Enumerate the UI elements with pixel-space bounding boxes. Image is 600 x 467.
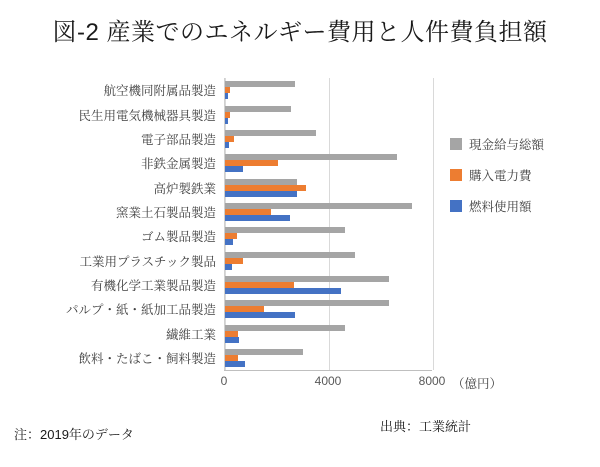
bar-2-4 [225, 191, 297, 197]
category-label: 有機化学工業製品製造 [90, 278, 216, 293]
category-label: 電子部品製造 [140, 132, 216, 147]
chart-legend [450, 135, 590, 228]
x-tick-label: 4000 [314, 374, 342, 388]
legend-item [450, 135, 590, 153]
bar-0-10 [225, 325, 345, 331]
legend-item [450, 166, 590, 184]
category-label: 繊維工業 [165, 327, 216, 342]
legend-item [450, 197, 590, 215]
legend-label: 燃料使用額 [469, 200, 532, 214]
bar-0-0 [225, 81, 295, 87]
bar-0-2 [225, 130, 316, 136]
legend-swatch-icon [450, 169, 462, 181]
bar-0-7 [225, 252, 355, 258]
bar-2-2 [225, 142, 229, 148]
chart-title: 図-2 産業でのエネルギー費用と人件費負担額 [52, 19, 548, 46]
bar-2-11 [225, 361, 245, 367]
bar-2-1 [225, 118, 228, 124]
chart-source: 出典：工業統計 [380, 419, 472, 434]
bar-2-3 [225, 166, 243, 172]
category-label: 窯業土石製品製造 [115, 205, 216, 220]
bar-2-7 [225, 264, 232, 270]
chart-note: 注：2019年のデータ [14, 427, 134, 442]
bar-0-1 [225, 106, 291, 112]
legend-swatch-icon [450, 200, 462, 212]
category-label: 航空機同附属品製造 [103, 84, 216, 99]
x-gridline [433, 78, 434, 370]
bar-2-9 [225, 312, 295, 318]
bars-container [224, 78, 432, 370]
legend-swatch-icon [450, 138, 462, 150]
category-axis-labels [0, 78, 222, 370]
category-label: 工業用プラスチック製品 [79, 254, 216, 269]
chart-plot-area [0, 78, 600, 393]
category-label: 非鉄金属製造 [140, 157, 216, 172]
bar-0-6 [225, 227, 345, 233]
bar-2-5 [225, 215, 290, 221]
bar-2-0 [225, 93, 228, 99]
legend-label: 購入電力費 [469, 169, 532, 183]
x-axis-line [224, 370, 432, 371]
bar-2-6 [225, 239, 233, 245]
bar-2-10 [225, 337, 239, 343]
category-label: ゴム製品製造 [140, 230, 216, 245]
x-tick-label: 0 [220, 374, 228, 388]
category-label: パルプ・紙・紙加工品製造 [65, 303, 216, 318]
x-tick-label: 8000 [418, 374, 446, 388]
category-label: 民生用電気機械器具製造 [78, 108, 216, 123]
x-axis-unit-label: （億円） [452, 377, 503, 391]
category-label: 飲料・たばこ・飼料製造 [78, 351, 216, 366]
bar-2-8 [225, 288, 341, 294]
category-label: 高炉製鉄業 [153, 181, 216, 196]
legend-label: 現金給与総額 [469, 138, 545, 152]
